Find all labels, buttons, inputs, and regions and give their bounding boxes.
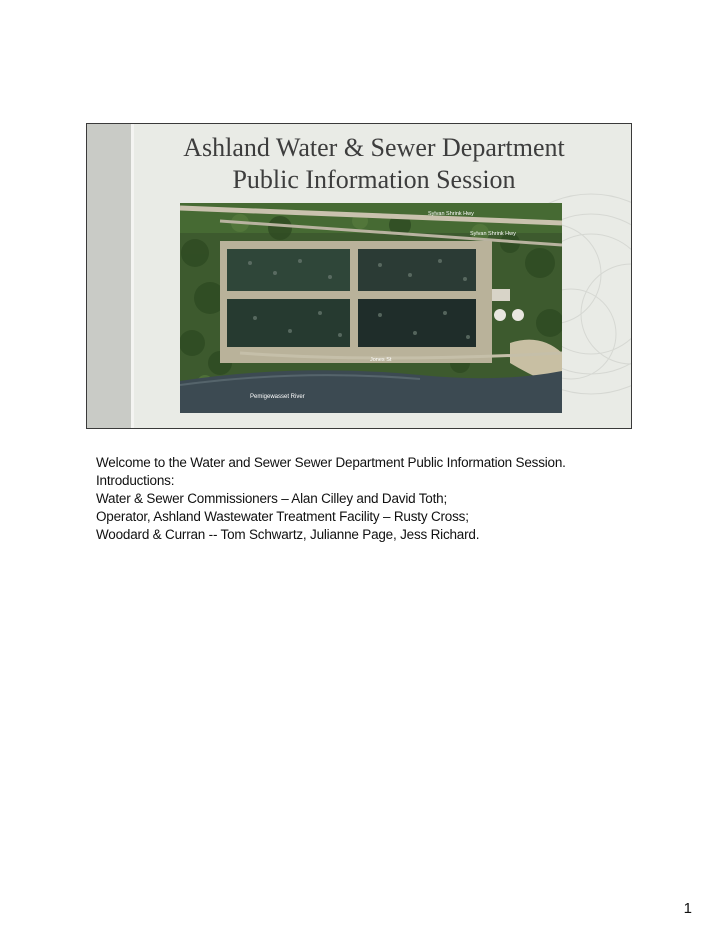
notes-line-5: Woodard & Curran -- Tom Schwartz, Julianne Page, Jess Richard. — [96, 527, 480, 542]
speaker-notes — [96, 454, 656, 544]
notes-line-1: Welcome to the Water and Sewer Sewer Department Public Information Session. — [96, 455, 566, 470]
notes-line-4: Operator, Ashland Wastewater Treatment Facility – Rusty Cross; — [96, 509, 469, 524]
notes-line-3: Water & Sewer Commissioners – Alan Cilley and David Toth; — [96, 491, 447, 506]
notes-line-2: Introductions: — [96, 473, 175, 488]
slide-title-line-2: Public Information Session — [232, 165, 516, 194]
road-label-upper: Sylvan Shrink Hwy — [428, 211, 474, 217]
river-label: Pemigewasset River — [250, 394, 305, 400]
slide-thumbnail — [86, 123, 632, 429]
road-label-lower: Jones St — [370, 357, 392, 363]
page-number: 1 — [683, 900, 692, 917]
aerial-photo — [180, 203, 562, 413]
slide-title — [117, 132, 631, 196]
slide-title-line-1: Ashland Water & Sewer Department — [183, 133, 565, 162]
road-label-mid: Sylvan Shrink Hwy — [470, 231, 516, 237]
